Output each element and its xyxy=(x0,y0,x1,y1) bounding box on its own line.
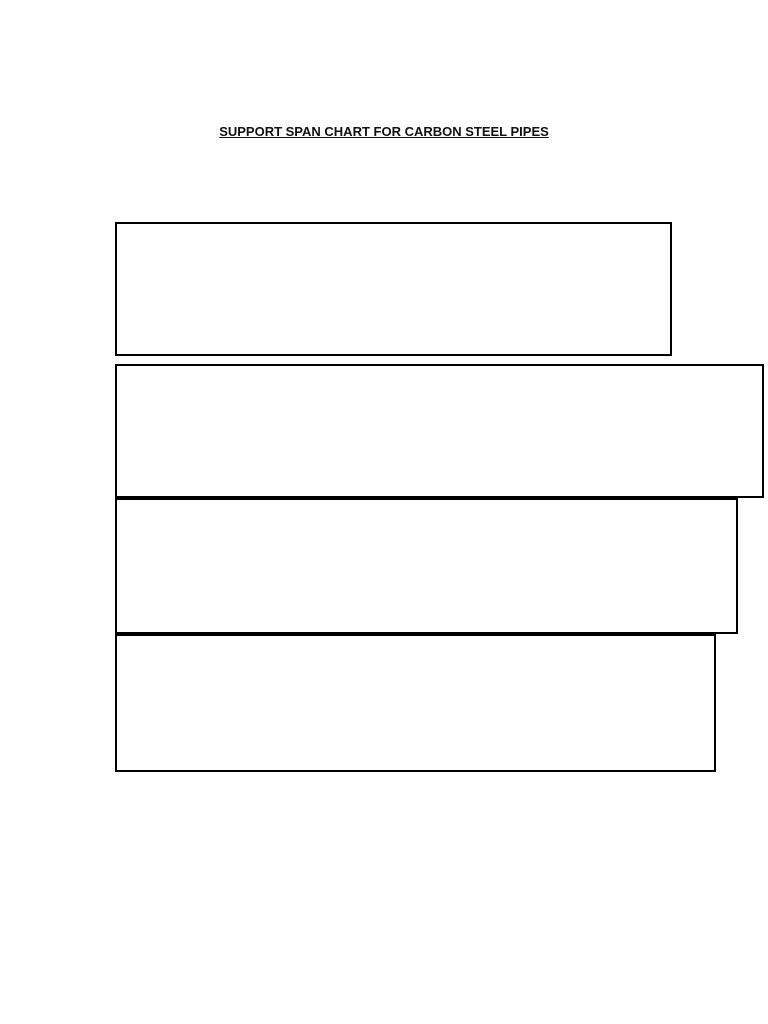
span-table-panel-3 xyxy=(115,364,764,498)
page-title: SUPPORT SPAN CHART FOR CARBON STEEL PIPES xyxy=(219,124,549,139)
span-table-panel-4 xyxy=(115,222,672,356)
span-table-panel-1 xyxy=(115,634,716,772)
span-table-panel-2 xyxy=(115,498,738,634)
